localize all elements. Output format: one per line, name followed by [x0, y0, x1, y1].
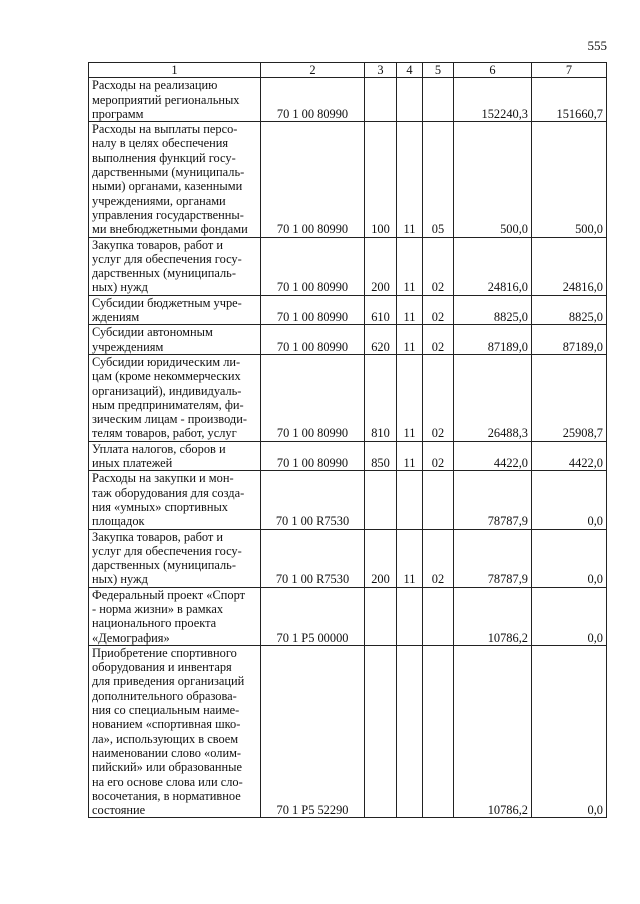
expense-name-cell: Приобретение спортивного оборудования и инвентаря для приведения организаций дополнительного образова- ния со специальным наиме- нованием «спортивная шко- ла», использующих в своем наименовании слово «олим- пийский» или образованные на его основе слова или сло- восочетания, в нормативное состояние [89, 645, 261, 818]
expense-name-cell: Субсидии автономным учреждениям [89, 325, 261, 355]
expense-name-cell: Расходы на закупки и мон- таж оборудования для созда- ния «умных» спортивных площадок [89, 471, 261, 529]
section-cell: 11 [397, 354, 423, 441]
expense-type-cell: 200 [365, 529, 397, 587]
amount-column-6-cell: 8825,0 [454, 295, 532, 325]
expense-name-cell: Субсидии юридическим ли- цам (кроме некоммерческих организаций), индивидуаль- ным предпринимателям, фи- зическим лицам - производи- телям товаров, работ, услуг [89, 354, 261, 441]
target-article-code-cell: 70 1 00 80990 [261, 295, 365, 325]
subsection-cell: 02 [423, 354, 454, 441]
table-row [89, 237, 607, 295]
expense-name-cell: Расходы на реализацию мероприятий региональных программ [89, 78, 261, 122]
target-article-code-cell: 70 1 00 80990 [261, 78, 365, 122]
subsection-cell [423, 78, 454, 122]
table-row [89, 354, 607, 441]
section-cell [397, 645, 423, 818]
subsection-cell: 02 [423, 529, 454, 587]
expense-type-cell [365, 587, 397, 645]
amount-column-7-cell: 500,0 [532, 122, 607, 237]
expense-type-cell: 850 [365, 441, 397, 471]
table-row [89, 441, 607, 471]
amount-column-6-cell: 78787,9 [454, 471, 532, 529]
amount-column-6-cell: 500,0 [454, 122, 532, 237]
amount-column-6-cell: 10786,2 [454, 645, 532, 818]
target-article-code-cell: 70 1 P5 52290 [261, 645, 365, 818]
section-cell: 11 [397, 295, 423, 325]
target-article-code-cell: 70 1 P5 00000 [261, 587, 365, 645]
subsection-cell: 02 [423, 325, 454, 355]
target-article-code-cell: 70 1 00 R7530 [261, 529, 365, 587]
table-row [89, 529, 607, 587]
column-header: 5 [423, 63, 454, 78]
amount-column-7-cell: 4422,0 [532, 441, 607, 471]
amount-column-6-cell: 87189,0 [454, 325, 532, 355]
table-row [89, 295, 607, 325]
expense-type-cell: 810 [365, 354, 397, 441]
column-header: 2 [261, 63, 365, 78]
subsection-cell [423, 587, 454, 645]
expense-name-cell: Закупка товаров, работ и услуг для обеспечения госу- дарственных (муниципаль- ных) нужд [89, 529, 261, 587]
expense-name-cell: Федеральный проект «Спорт - норма жизни» в рамках национального проекта «Демография» [89, 587, 261, 645]
amount-column-6-cell: 78787,9 [454, 529, 532, 587]
expense-name-cell: Уплата налогов, сборов и иных платежей [89, 441, 261, 471]
target-article-code-cell: 70 1 00 80990 [261, 441, 365, 471]
column-number-header-row [89, 63, 607, 78]
amount-column-7-cell: 87189,0 [532, 325, 607, 355]
expense-type-cell [365, 645, 397, 818]
section-cell: 11 [397, 237, 423, 295]
amount-column-6-cell: 10786,2 [454, 587, 532, 645]
table-row [89, 122, 607, 237]
column-header: 7 [532, 63, 607, 78]
table-row [89, 325, 607, 355]
target-article-code-cell: 70 1 00 80990 [261, 325, 365, 355]
expense-name-cell: Субсидии бюджетным учре- ждениям [89, 295, 261, 325]
amount-column-7-cell: 8825,0 [532, 295, 607, 325]
column-header: 6 [454, 63, 532, 78]
expense-type-cell [365, 471, 397, 529]
amount-column-6-cell: 152240,3 [454, 78, 532, 122]
amount-column-7-cell: 0,0 [532, 529, 607, 587]
amount-column-7-cell: 0,0 [532, 645, 607, 818]
amount-column-6-cell: 24816,0 [454, 237, 532, 295]
subsection-cell [423, 471, 454, 529]
column-header: 3 [365, 63, 397, 78]
target-article-code-cell: 70 1 00 R7530 [261, 471, 365, 529]
table-row [89, 471, 607, 529]
expense-name-cell: Расходы на выплаты персо- налу в целях обеспечения выполнения функций госу- дарственными (муниципаль- ными) органами, казенными учреждениями, органами управления государственны- ми внебюджетными фондами [89, 122, 261, 237]
subsection-cell: 05 [423, 122, 454, 237]
amount-column-7-cell: 24816,0 [532, 237, 607, 295]
target-article-code-cell: 70 1 00 80990 [261, 237, 365, 295]
amount-column-7-cell: 151660,7 [532, 78, 607, 122]
amount-column-7-cell: 25908,7 [532, 354, 607, 441]
expense-type-cell [365, 78, 397, 122]
subsection-cell: 02 [423, 295, 454, 325]
expense-type-cell: 100 [365, 122, 397, 237]
expense-name-cell: Закупка товаров, работ и услуг для обеспечения госу- дарственных (муниципаль- ных) нужд [89, 237, 261, 295]
expense-type-cell: 610 [365, 295, 397, 325]
section-cell [397, 587, 423, 645]
section-cell: 11 [397, 529, 423, 587]
amount-column-6-cell: 4422,0 [454, 441, 532, 471]
column-header: 4 [397, 63, 423, 78]
section-cell [397, 471, 423, 529]
subsection-cell: 02 [423, 237, 454, 295]
amount-column-7-cell: 0,0 [532, 587, 607, 645]
table-row [89, 645, 607, 818]
subsection-cell: 02 [423, 441, 454, 471]
section-cell: 11 [397, 441, 423, 471]
target-article-code-cell: 70 1 00 80990 [261, 354, 365, 441]
column-header: 1 [89, 63, 261, 78]
table-row [89, 587, 607, 645]
expense-type-cell: 200 [365, 237, 397, 295]
amount-column-7-cell: 0,0 [532, 471, 607, 529]
section-cell: 11 [397, 325, 423, 355]
section-cell [397, 78, 423, 122]
target-article-code-cell: 70 1 00 80990 [261, 122, 365, 237]
table-row [89, 78, 607, 122]
section-cell: 11 [397, 122, 423, 237]
subsection-cell [423, 645, 454, 818]
expense-type-cell: 620 [365, 325, 397, 355]
budget-table [88, 62, 607, 818]
amount-column-6-cell: 26488,3 [454, 354, 532, 441]
page-number: 555 [587, 38, 607, 53]
